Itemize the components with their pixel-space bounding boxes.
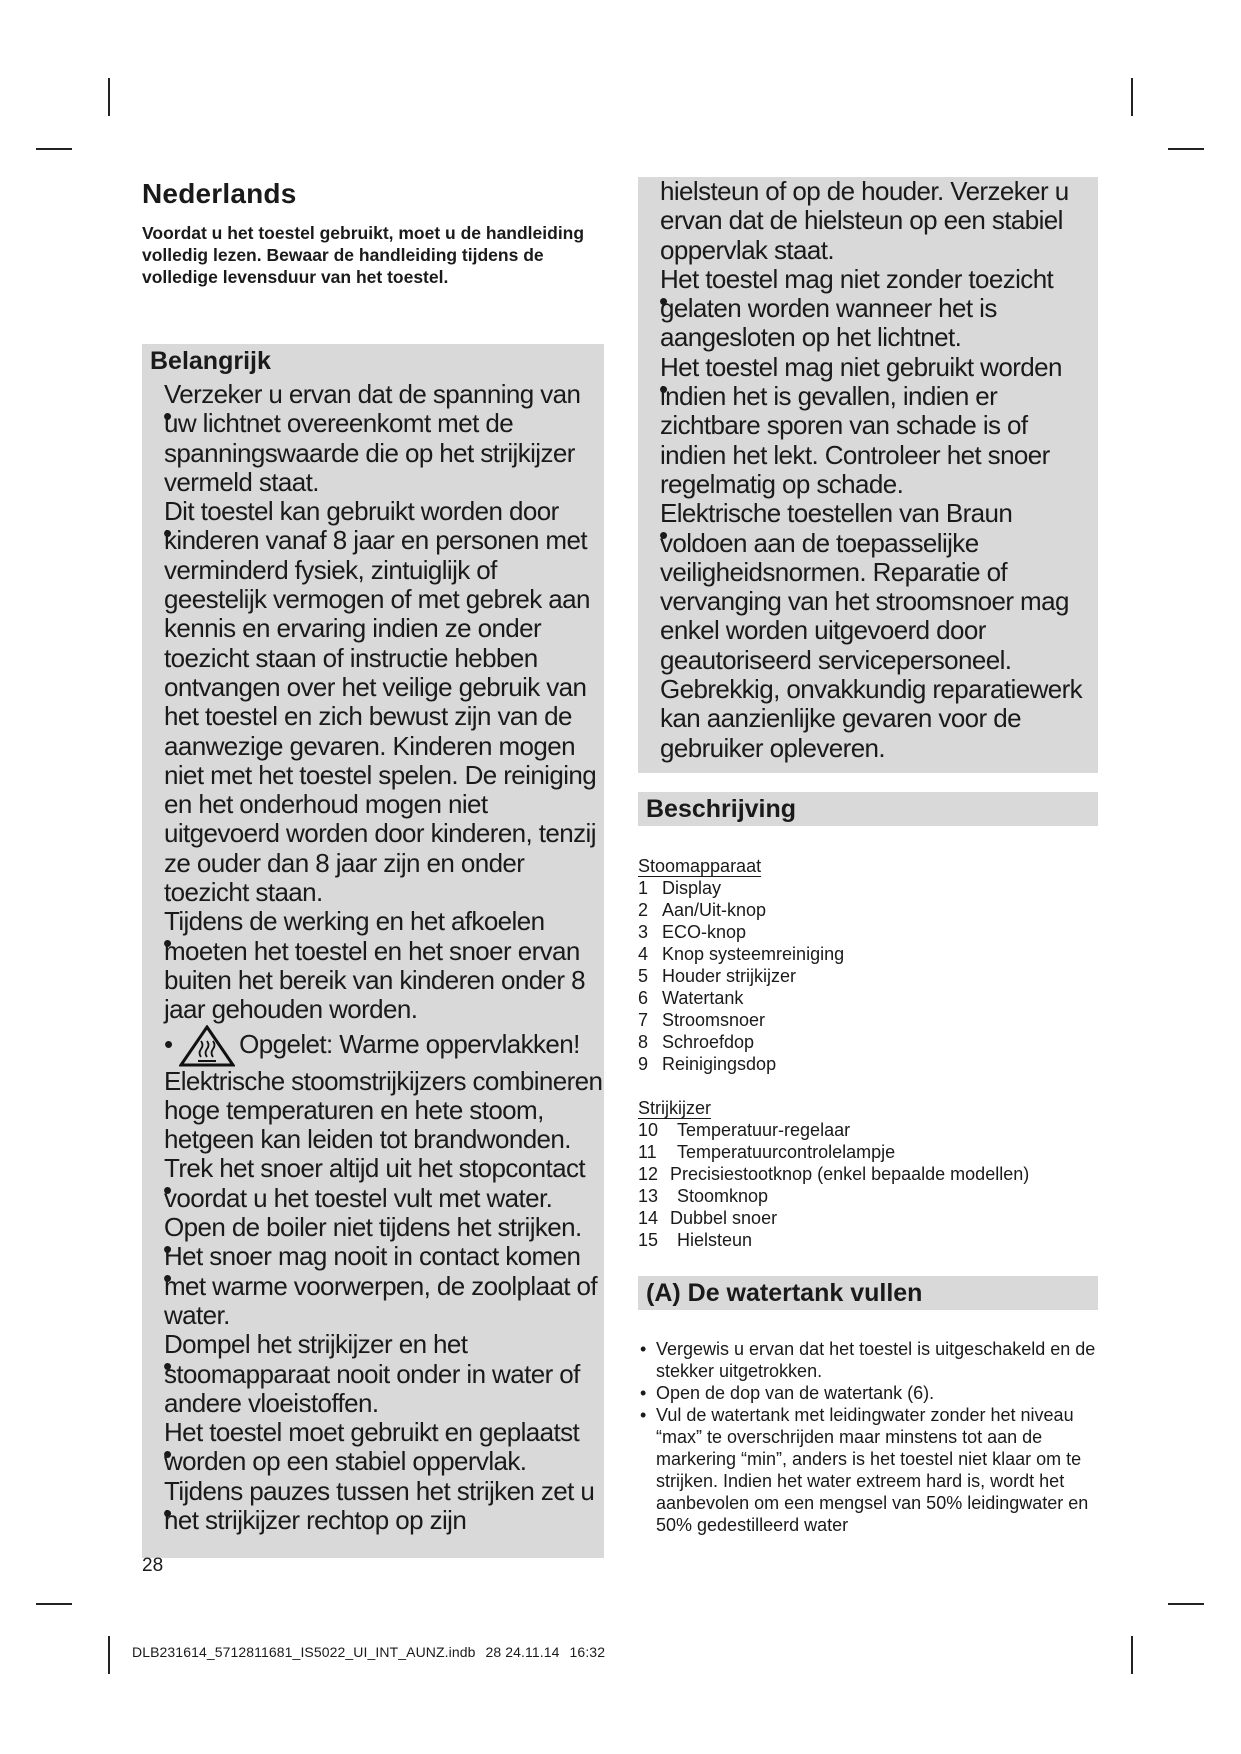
fill-step: • Open de dop van de watertank (6). xyxy=(638,1382,1100,1404)
crop-mark xyxy=(108,1636,110,1674)
part-item: 2 Aan/Uit-knop xyxy=(638,900,767,920)
important-item: Elektrische toestellen van Braun voldoen aan de toepasselijke veiligheidsnormen. Reparatie of vervanging van het stroomsnoer mag enkel worden uitgevoerd door geautoriseerd servicepersoneel. Gebrekkig, onvakkundig reparatiewerk kan aanzienlijke gevaren voor de gebruiker opleveren. xyxy=(660,498,1083,763)
print-slug xyxy=(132,1644,615,1660)
important-item: Dompel het strijkijzer en het stoomapparaat nooit onder in water of andere vloeistoffen. xyxy=(164,1329,580,1418)
part-item: 4 Knop systeemreiniging xyxy=(638,944,845,964)
important-continued-text: hielsteun of op de houder. Verzeker u ervan dat de hielsteun op een stabiel oppervlak staat. xyxy=(660,176,1069,265)
warning-item: • Opgelet: Warme oppervlakken! Elektrische stoomstrijkijzers combineren hoge temperaturen en hete stoom, hetgeen kan leiden tot brandwonden. xyxy=(164,1025,604,1155)
important-item: Verzeker u ervan dat de spanning van uw lichtnet overeenkomt met de spanningswaarde die op het strijkijzer vermeld staat. xyxy=(164,379,581,497)
slug-page: 28 xyxy=(485,1644,502,1660)
part-item: 6 Watertank xyxy=(638,988,744,1008)
left-column xyxy=(142,178,607,288)
part-item: 12 Precisiestootknop (enkel bepaalde modellen) xyxy=(638,1164,1030,1184)
part-item: 14 Dubbel snoer xyxy=(638,1208,778,1228)
important-item: Tijdens pauzes tussen het strijken zet u het strijkijzer rechtop op zijn xyxy=(164,1475,595,1535)
important-item: Trek het snoer altijd uit het stopcontact voordat u het toestel vult met water. xyxy=(164,1153,586,1213)
part-item: 11 Temperatuurcontrolelampje xyxy=(638,1142,896,1162)
steam-generator-heading: Stoomapparaat xyxy=(638,856,762,876)
crop-mark xyxy=(1168,148,1204,150)
fill-tank-steps xyxy=(638,1338,1100,1536)
part-item: 1 Display xyxy=(638,878,722,898)
important-title: Belangrijk xyxy=(150,347,271,375)
crop-mark xyxy=(108,78,110,116)
important-item: Het toestel moet gebruikt en geplaatst worden op een stabiel oppervlak. xyxy=(164,1417,580,1477)
steam-generator-parts xyxy=(638,855,1098,1075)
iron-parts xyxy=(638,1097,1098,1251)
part-item: 15 Hielsteun xyxy=(638,1230,753,1250)
part-item: 13 Stoomknop xyxy=(638,1186,769,1206)
important-item: Het toestel mag niet gebruikt worden indien het is gevallen, indien er zichtbare sporen van schade is of indien het lekt. Controleer het snoer regelmatig op schade. xyxy=(660,351,1062,499)
crop-mark xyxy=(1131,78,1133,116)
fill-step: • Vul de watertank met leidingwater zonder het niveau “max” te overschrijden maar minstens tot aan de markering “min”, anders is het toestel niet klaar om te strijken. Indien het water extreem hard is, wordt het aanbevolen om een mengsel van 50% leidingwater en 50% gedestilleerd water xyxy=(638,1404,1100,1536)
important-item: Het toestel mag niet zonder toezicht gelaten worden wanneer het is aangesloten op het lichtnet. xyxy=(660,263,1054,353)
part-item: 9 Reinigingsdop xyxy=(638,1054,777,1074)
important-item: Het snoer mag nooit in contact komen met warme voorwerpen, de zoolplaat of water. xyxy=(164,1241,598,1330)
crop-mark xyxy=(1131,1636,1133,1674)
page-title: Nederlands xyxy=(142,178,297,209)
important-box xyxy=(142,344,604,1558)
iron-heading: Strijkijzer xyxy=(638,1098,712,1118)
part-item: 5 Houder strijkijzer xyxy=(638,966,797,986)
part-item: 10 Temperatuur-regelaar xyxy=(638,1120,851,1140)
important-item: Dit toestel kan gebruikt worden door kinderen vanaf 8 jaar en personen met verminderd fysiek, zintuiglijk of geestelijk vermogen of met gebrek aan kennis en ervaring indien ze onder toezicht staan of instructie hebben ontvangen over het veilige gebruik van het toestel en zich bewust zijn van de aanwezige gevaren. Kinderen mogen niet met het toestel spelen. De reiniging en het onderhoud mogen niet uitgevoerd worden door kinderen, tenzij ze ouder dan 8 jaar zijn en onder toezicht staan. xyxy=(164,496,597,908)
important-box-continued xyxy=(638,177,1098,773)
part-item: 7 Stroomsnoer xyxy=(638,1010,766,1030)
important-body-continued xyxy=(638,177,1098,763)
file-name: DLB231614_5712811681_IS5022_UI_INT_AUNZ.indb xyxy=(132,1644,476,1660)
part-item: 8 Schroefdop xyxy=(638,1032,755,1052)
fill-step: • Vergewis u ervan dat het toestel is uitgeschakeld en de stekker uitgetrokken. xyxy=(638,1338,1100,1382)
important-item: Open de boiler niet tijdens het strijken. xyxy=(164,1212,582,1243)
important-body xyxy=(142,378,604,1535)
description-title: Beschrijving xyxy=(638,792,1098,826)
slug-date: 24.11.14 xyxy=(505,1644,560,1660)
page-number: 28 xyxy=(142,1555,164,1576)
crop-mark xyxy=(1168,1603,1204,1605)
important-item: Tijdens de werking en het afkoelen moeten het toestel en het snoer ervan buiten het bereik van kinderen onder 8 jaar gehouden worden. xyxy=(164,906,585,1025)
hot-surface-warning-icon xyxy=(179,1025,235,1067)
crop-mark xyxy=(36,148,72,150)
intro-text: Voordat u het toestel gebruikt, moet u de handleiding volledig lezen. Bewaar de handleiding tijdens de volledige levensduur van het toestel. xyxy=(142,223,585,287)
fill-tank-title: (A) De watertank vullen xyxy=(638,1276,1098,1310)
crop-mark xyxy=(36,1603,72,1605)
slug-time: 16:32 xyxy=(569,1644,606,1660)
part-item: 3 ECO-knop xyxy=(638,922,747,942)
